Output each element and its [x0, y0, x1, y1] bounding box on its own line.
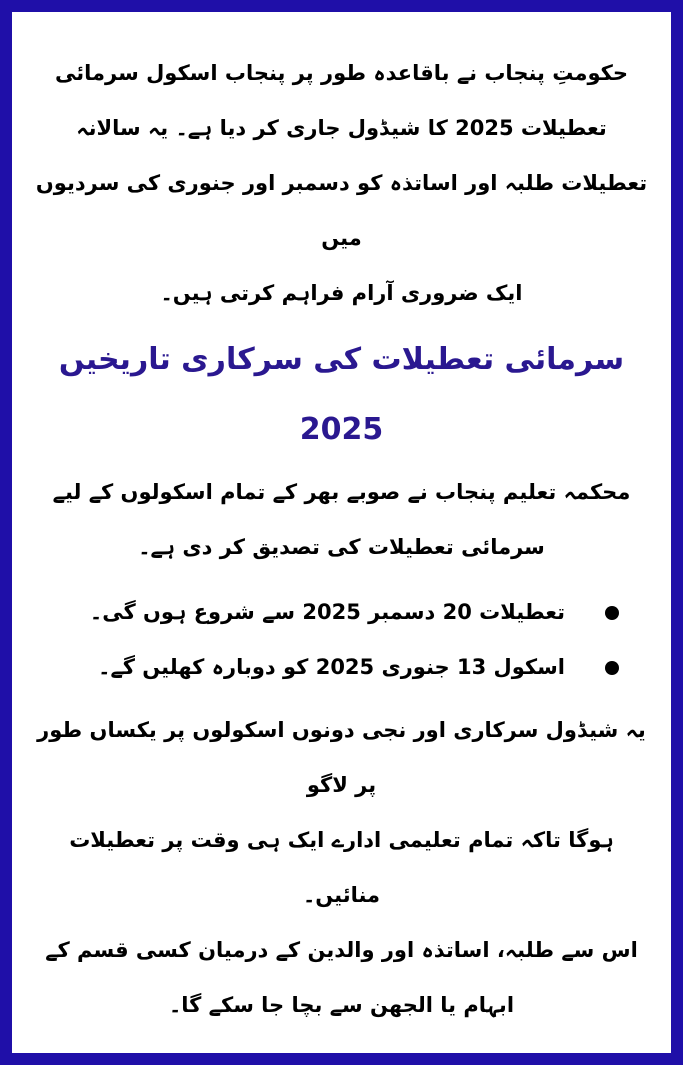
text-line: محکمہ تعلیم پنجاب نے صوبے بھر کے تمام اسکولوں کے لیے	[52, 480, 631, 504]
text-line: تعطیلات 2025 کا شیڈول جاری کر دیا ہے۔ یہ سالانہ	[76, 116, 607, 140]
intro-paragraph	[34, 46, 649, 321]
text-line: ابہام یا الجھن سے بچا جا سکے گا۔	[168, 993, 515, 1017]
bullet-icon	[605, 661, 619, 675]
dates-list	[34, 585, 649, 695]
text-line: ایک ضروری آرام فراہم کرتی ہیں۔	[160, 281, 523, 305]
closing-paragraph	[34, 703, 649, 1033]
list-item	[34, 640, 649, 695]
list-item-text: تعطیلات 20 دسمبر 2025 سے شروع ہوں گی۔	[89, 600, 565, 624]
confirmation-paragraph	[34, 465, 649, 575]
bullet-icon	[605, 606, 619, 620]
list-item-text: اسکول 13 جنوری 2025 کو دوبارہ کھلیں گے۔	[98, 655, 565, 679]
text-line: حکومتِ پنجاب نے باقاعدہ طور پر پنجاب اسکول سرمائی	[55, 61, 628, 85]
text-line: اس سے طلبہ، اساتذہ اور والدین کے درمیان کسی قسم کے	[45, 938, 638, 962]
list-item	[34, 585, 649, 640]
text-line: ہوگا تاکہ تمام تعلیمی ادارے ایک ہی وقت پر تعطیلات منائیں۔	[69, 828, 614, 907]
text-line: یہ شیڈول سرکاری اور نجی دونوں اسکولوں پر یکساں طور پر لاگو	[37, 718, 646, 797]
section-heading: سرمائی تعطیلات کی سرکاری تاریخیں 2025	[58, 342, 625, 447]
text-line: سرمائی تعطیلات کی تصدیق کر دی ہے۔	[138, 535, 545, 559]
text-line: تعطیلات طلبہ اور اساتذہ کو دسمبر اور جنوری کی سردیوں میں	[35, 171, 648, 250]
